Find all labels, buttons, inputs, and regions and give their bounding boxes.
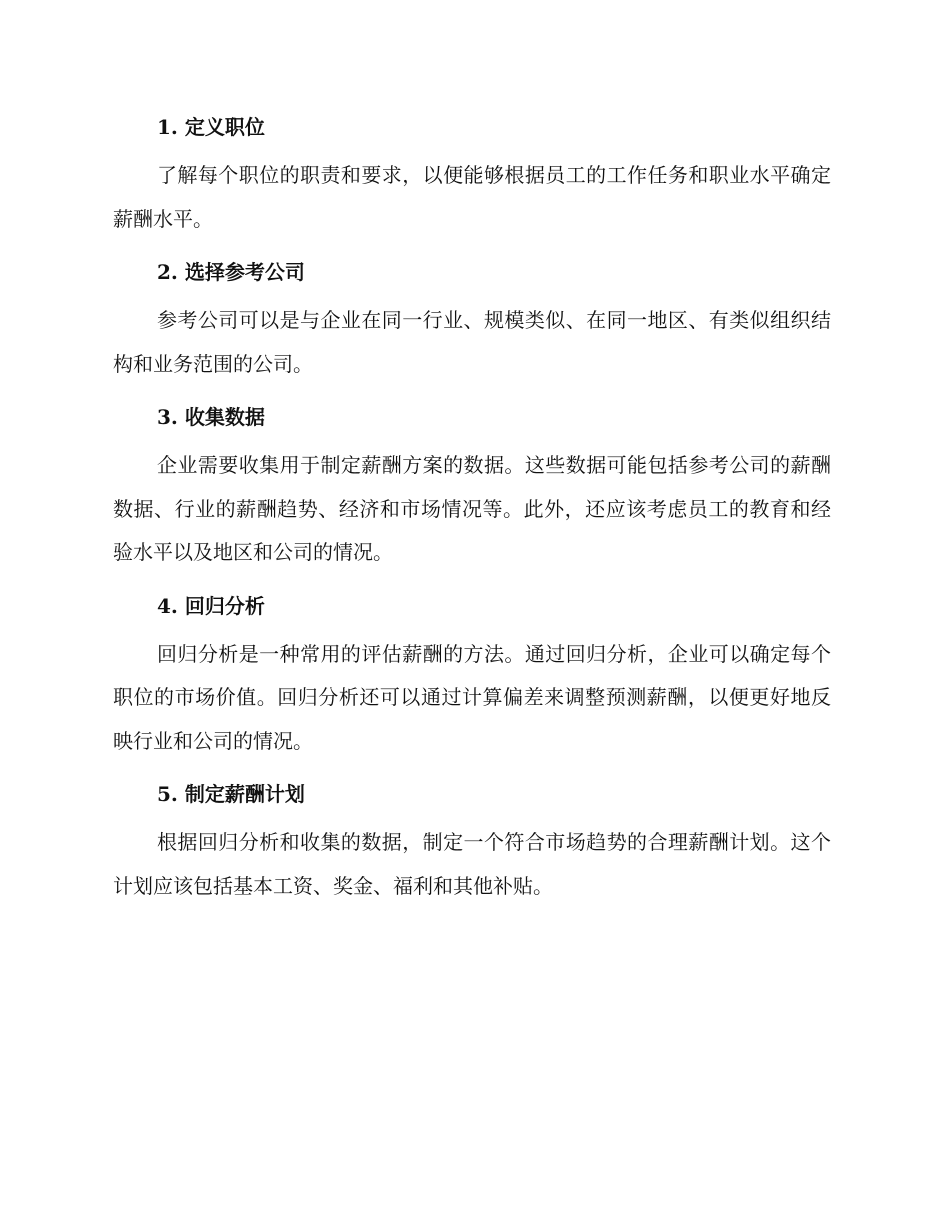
section-regression-analysis <box>113 579 831 768</box>
section-heading: 5. 制定薪酬计划 <box>157 782 305 806</box>
section-paragraph: 回归分析是一种常用的评估薪酬的方法。通过回归分析，企业可以确定每个职位的市场价值。回归分析还可以通过计算偏差来调整预测薪酬，以便更好地反映行业和公司的情况。 <box>113 641 831 753</box>
section-paragraph: 参考公司可以是与企业在同一行业、规模类似、在同一地区、有类似组织结构和业务范围的公司。 <box>113 308 831 376</box>
section-salary-plan <box>113 767 831 912</box>
section-paragraph: 企业需要收集用于制定薪酬方案的数据。这些数据可能包括参考公司的薪酬数据、行业的薪酬趋势、经济和市场情况等。此外，还应该考虑员工的教育和经验水平以及地区和公司的情况。 <box>113 453 831 564</box>
section-collect-data <box>113 390 831 579</box>
section-paragraph: 了解每个职位的职责和要求，以便能够根据员工的工作任务和职业水平确定薪酬水平。 <box>113 163 831 231</box>
section-heading: 3. 收集数据 <box>157 405 265 429</box>
section-define-position <box>113 100 831 245</box>
section-heading: 1. 定义职位 <box>157 115 265 139</box>
section-heading: 4. 回归分析 <box>157 593 265 618</box>
document-page <box>113 100 831 912</box>
section-select-reference-companies <box>113 245 831 390</box>
section-heading: 2. 选择参考公司 <box>157 260 305 284</box>
section-paragraph: 根据回归分析和收集的数据，制定一个符合市场趋势的合理薪酬计划。这个计划应该包括基本工资、奖金、福利和其他补贴。 <box>113 830 831 898</box>
